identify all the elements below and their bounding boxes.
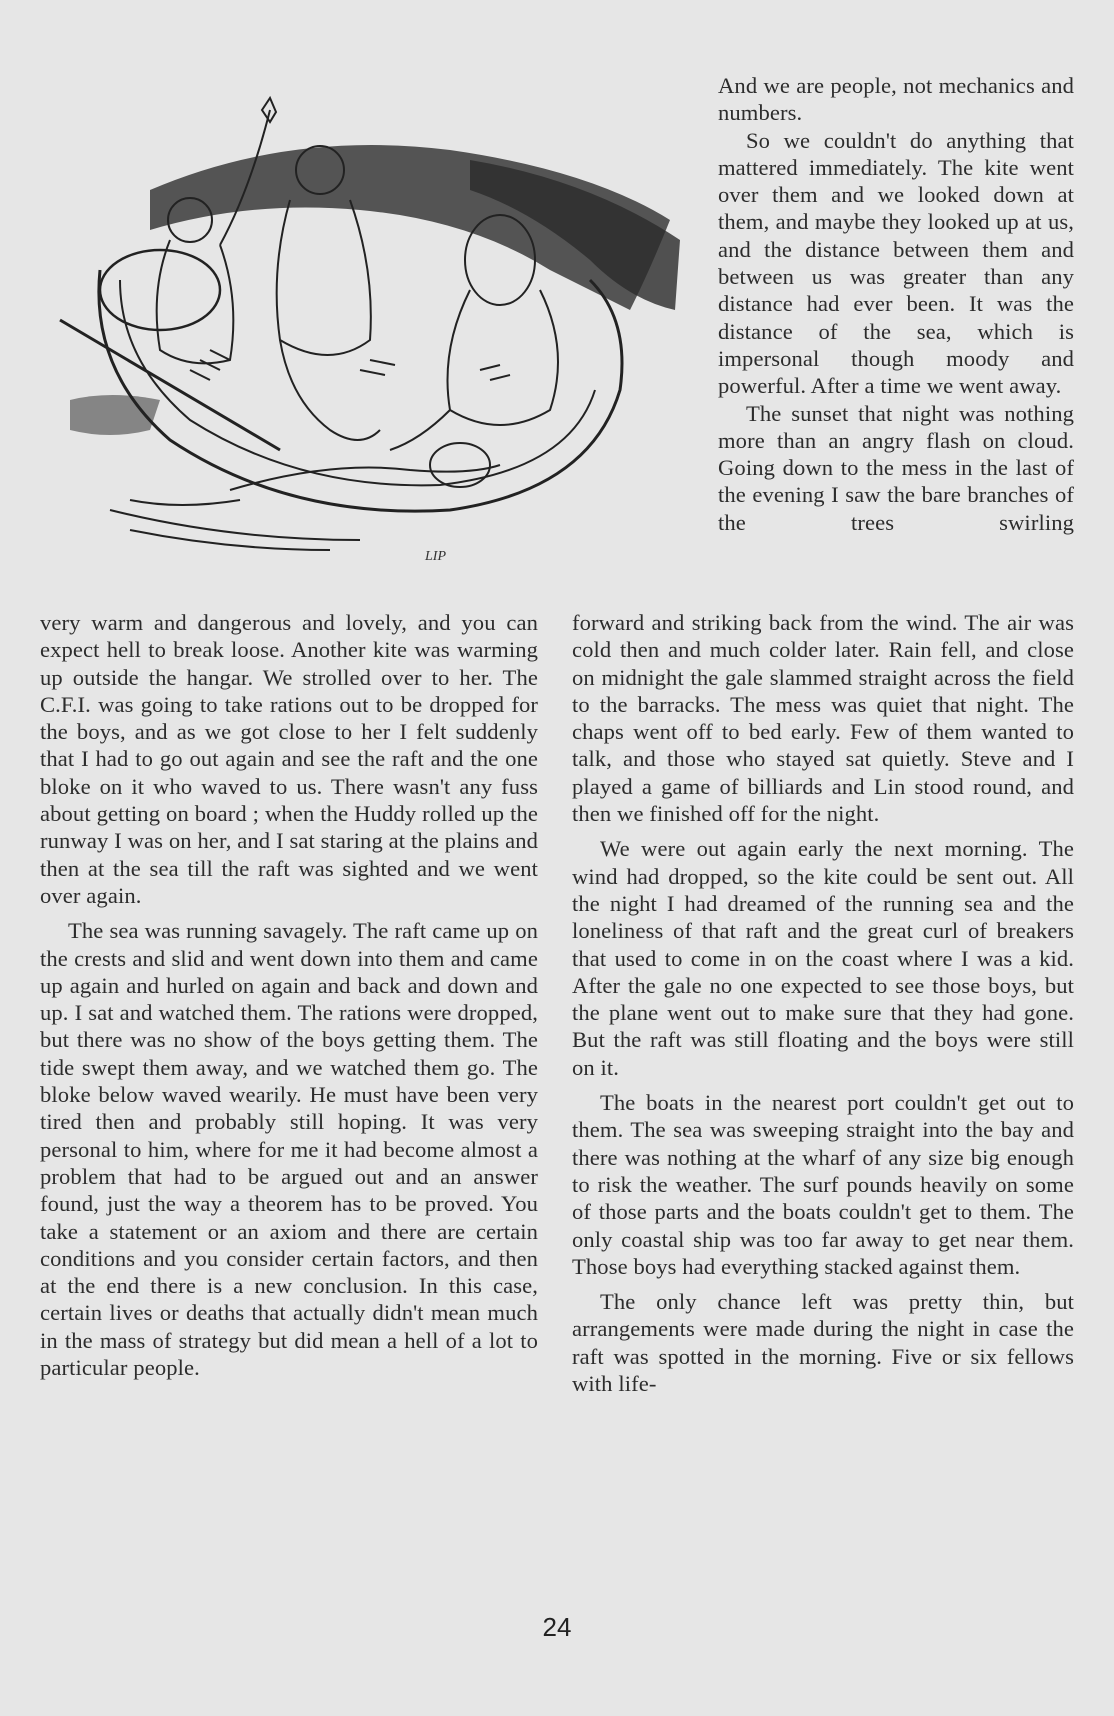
- raft-illustration: [30, 70, 690, 570]
- page-number: 24: [542, 1612, 572, 1642]
- paragraph: very warm and dangerous and lovely, and you can expect hell to break loose. Another kite was warming up outside the hangar. We strolled over to her. The C.F.I. was going to take rations out to be dropped for the boys, and as we got close to her I felt suddenly that I had to go out again and see the raft and the one bloke on it who waved to us. There wasn't any fuss about getting on board ; when the Huddy rolled up the runway I was on her, and I sat staring at the plains and then at the sea till the raft was sighted and we went over again.: [40, 610, 538, 908]
- paragraph: forward and striking back from the wind. The air was cold then and much colder later. Rain fell, and close on midnight the gale slammed straight across the field to the barracks. The mess was quiet that night. The chaps went off to bed early. Few of them wanted to talk, and those who stayed sat quietly. Steve and I played a game of billiards and Lin stood round, and then we finished off for the night.: [572, 610, 1074, 827]
- right-top-column: [718, 72, 1074, 536]
- paragraph: The sunset that night was nothing more than an angry flash on cloud. Going down to the mess in the last of the evening I saw the bare branches of the trees swirling: [718, 400, 1074, 535]
- artist-signature: LIP: [425, 549, 446, 564]
- paragraph: So we couldn't do anything that mattered immediately. The kite went over them and we looked down at them, and maybe they looked up at us, and the distance between them and between us was greater than any distance had ever been. It was the distance of the sea, which is impersonal though moody and powerful. After a time we went away.: [718, 127, 1074, 399]
- left-column: [40, 609, 538, 1381]
- paragraph: We were out again early the next morning. The wind had dropped, so the kite could be sent out. All the night I had dreamed of the running sea and the loneliness of that raft and the great curl of breakers that used to come in on the coast where I was a kid. After the gale no one expected to see those boys, but the plane went out to make sure that they had gone. But the raft was still floating and the boys were still on it.: [572, 836, 1074, 1080]
- right-column: [572, 609, 1074, 1397]
- paragraph: The boats in the nearest port couldn't get out to them. The sea was sweeping straight into the bay and there was nothing at the wharf of any size big enough to risk the weather. The surf pounds heavily on some of those parts and the boats couldn't get to them. The only coastal ship was too far away to get near them. Those boys had everything stacked against them.: [572, 1090, 1074, 1279]
- paragraph: The only chance left was pretty thin, but arrangements were made during the night in case the raft was spotted in the morning. Five or six fellows with life-: [572, 1289, 1074, 1397]
- paragraph: The sea was running savagely. The raft came up on the crests and slid and went down into them and came up again and hurled on again and back and down and up. I sat and watched them. The rations were dropped, but there was no show of the boys getting them. The tide swept them away, and we watched them go. The bloke below waved wearily. He must have been very tired then and probably still hoping. It was very personal to him, where for me it had become almost a problem that had to be argued out and an answer found, just the way a theorem has to be proved. You take a statement or an axiom and there are certain conditions and you consider certain factors, and then at the end there is a new conclusion. In this case, certain lives or deaths that actually didn't mean much in the mass of strategy but did mean a hell of a lot to particular people.: [40, 918, 538, 1381]
- paragraph: And we are people, not mechanics and numbers.: [718, 73, 1074, 126]
